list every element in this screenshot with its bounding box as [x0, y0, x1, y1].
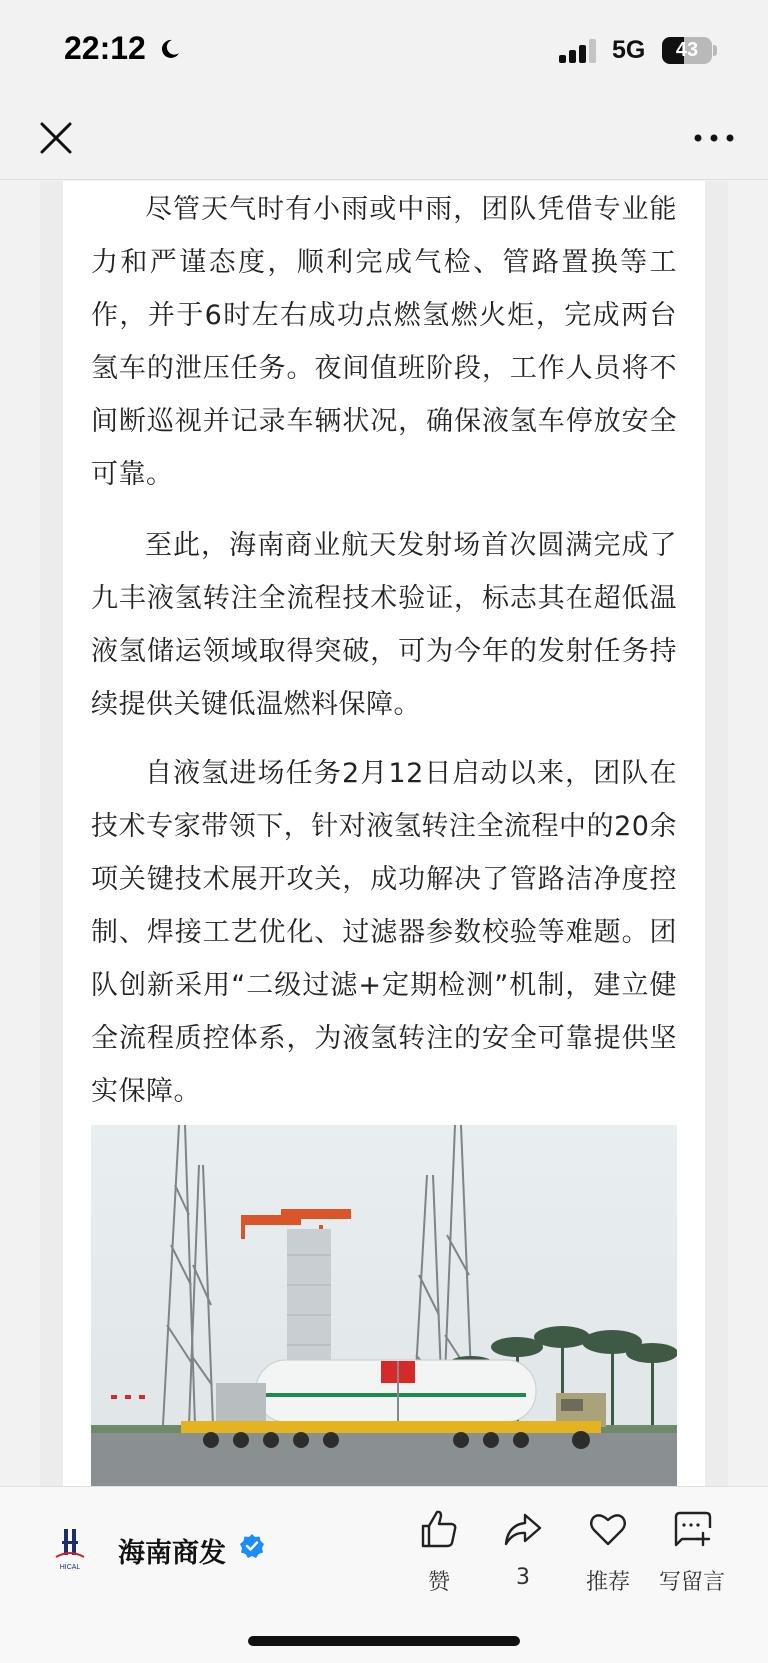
like-button[interactable] — [397, 1507, 481, 1603]
recommend-label: 推荐 — [585, 1570, 630, 1595]
svg-text:HICAL: HICAL — [59, 1564, 81, 1571]
hical-logo-icon — [52, 1527, 88, 1571]
battery-level: 43 — [675, 39, 699, 61]
close-button[interactable] — [36, 118, 76, 158]
more-icon — [692, 118, 736, 158]
like-label: 赞 — [427, 1570, 450, 1595]
network-type: 5G — [612, 36, 646, 64]
battery-tip — [713, 45, 717, 56]
account-logo[interactable] — [52, 1527, 88, 1571]
home-indicator[interactable] — [248, 1636, 520, 1646]
article-paragraph: 自液氢进场任务2月12日启动以来，团队在技术专家带领下，针对液氢转注全流程中的20余项关键技术展开攻关，成功解决了管路洁净度控制、焊接工艺优化、过滤器参数校验等难题。团队创新采用“二级过滤+定期检测”机制，建立健全流程质控体系，为液氢转注的安全可靠提供坚实保障。 — [91, 758, 677, 1107]
battery-icon — [662, 37, 712, 64]
heart-icon — [586, 1507, 630, 1551]
account-name[interactable]: 海南商发 — [118, 1538, 226, 1569]
article-paragraph: 至此，海南商业航天发射场首次圆满完成了九丰液氢转注全流程技术验证，标志其在超低温液氢储运领域取得突破，可为今年的发射任务持续提供关键低温燃料保障。 — [91, 530, 677, 720]
status-bar — [0, 0, 768, 100]
article-paragraph: 尽管天气时有小雨或中雨，团队凭借专业能力和严谨态度，顺利完成气检、管路置换等工作，并于6时左右成功点燃氢燃火炬，完成两台氢车的泄压任务。夜间值班阶段，工作人员将不间断巡视并记录车辆状况，确保液氢车停放安全可靠。 — [91, 194, 677, 490]
close-icon — [36, 118, 76, 158]
comment-icon — [670, 1507, 714, 1551]
moon-icon — [159, 38, 181, 60]
recommend-button[interactable] — [566, 1507, 650, 1603]
launch-site-photo — [91, 1125, 677, 1486]
share-count: 3 — [516, 1565, 530, 1590]
comment-button[interactable] — [650, 1507, 734, 1603]
thumbs-up-icon — [417, 1507, 461, 1551]
more-button[interactable] — [692, 118, 736, 158]
share-icon — [501, 1507, 545, 1551]
signal-icon — [559, 39, 599, 63]
status-time: 22:12 — [64, 30, 146, 66]
share-button[interactable] — [481, 1507, 565, 1603]
article-body[interactable] — [63, 181, 705, 1486]
article-photo[interactable] — [91, 1125, 677, 1486]
comment-label: 写留言 — [658, 1570, 725, 1595]
verified-icon — [239, 1533, 265, 1559]
nav-bar — [0, 100, 768, 180]
